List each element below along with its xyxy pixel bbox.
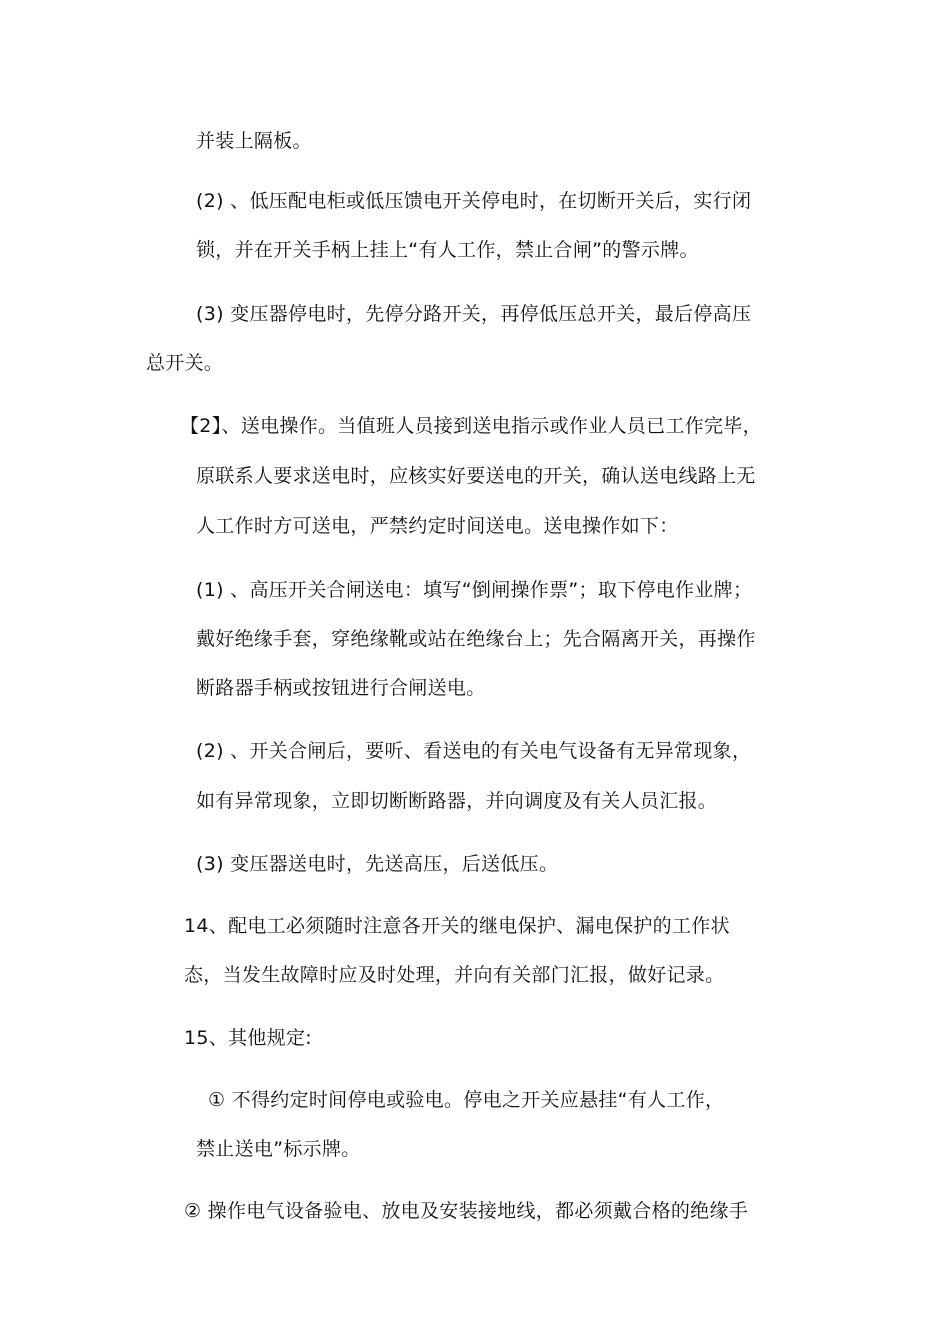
- text-line: 15、其他规定:: [184, 1027, 312, 1049]
- text-line: 并装上隔板。: [196, 130, 312, 152]
- text-line: (2) 、开关合闸后，要听、看送电的有关电气设备有无异常现象，: [196, 740, 752, 762]
- text-line: (3) 变压器送电时，先送高压，后送低压。: [196, 853, 559, 875]
- text-line: 禁止送电”标示牌。: [196, 1138, 361, 1160]
- text-line: (3) 变压器停电时，先停分路开关，再停低压总开关，最后停高压: [196, 303, 752, 325]
- text-line: ② 操作电气设备验电、放电及安装接地线，都必须戴合格的绝缘手: [184, 1200, 749, 1222]
- text-line: (2) 、低压配电柜或低压馈电开关停电时，在切断开关后，实行闭: [196, 190, 752, 212]
- text-line: 总开关。: [146, 352, 224, 374]
- text-line: 态，当发生故障时应及时处理，并向有关部门汇报，做好记录。: [184, 964, 725, 986]
- text-line: ① 不得约定时间停电或验电。停电之开关应悬挂“有人工作，: [208, 1089, 725, 1111]
- text-line: 人工作时方可送电，严禁约定时间送电。送电操作如下：: [196, 515, 679, 537]
- text-line: 锁，并在开关手柄上挂上“有人工作，禁止合闸”的警示牌。: [196, 239, 699, 261]
- text-line: 【2】、送电操作。当值班人员接到送电指示或作业人员已工作完毕，: [180, 415, 762, 437]
- text-line: 戴好绝缘手套，穿绝缘靴或站在绝缘台上；先合隔离开关，再操作: [196, 628, 756, 650]
- text-line: 14、配电工必须随时注意各开关的继电保护、漏电保护的工作状: [184, 915, 730, 937]
- text-line: 原联系人要求送电时，应核实好要送电的开关，确认送电线路上无: [196, 465, 756, 487]
- text-line: 断路器手柄或按钮进行合闸送电。: [196, 677, 486, 699]
- text-line: 如有异常现象，立即切断断路器，并向调度及有关人员汇报。: [196, 790, 718, 812]
- text-line: (1) 、高压开关合闸送电：填写“倒闸操作票”；取下停电作业牌；: [196, 579, 753, 601]
